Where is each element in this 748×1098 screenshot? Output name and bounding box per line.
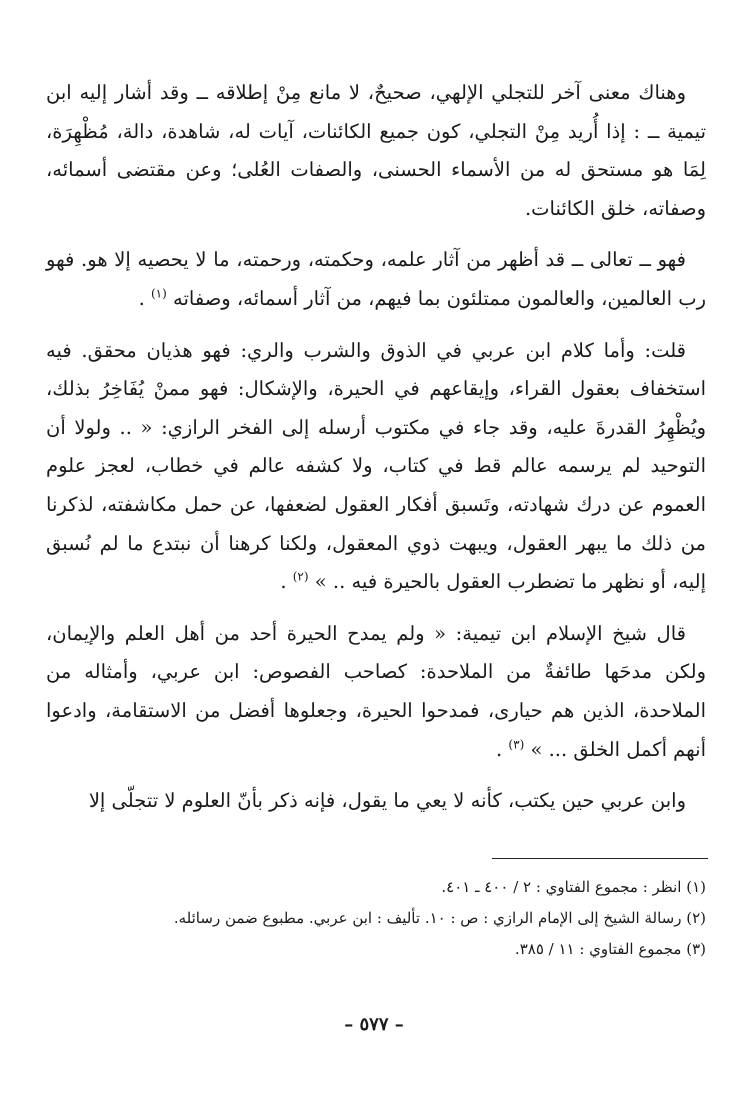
footnotes: [46, 872, 706, 965]
footnote-ref-3: (٣): [508, 737, 525, 751]
paragraph-5: [46, 782, 706, 821]
paragraph-1-text: وهناك معنى آخر للتجلي الإلهي، صحيحٌ، لا مانع مِنْ إطلاقه ــ وقد أشار إليه ابن تيمية ــ : إذا أُريد مِنْ التجلي، كون جميع الكائنات، آيات له، شاهدة، دالة، مُظْهِرَة، لِمَا هو مستحق له من الأسماء الحسنى، والصفات العُلى؛ وعن مقتضى أسمائه، وصفاته، خلق الكائنات.: [46, 81, 706, 220]
main-text: [46, 74, 706, 821]
paragraph-3-tail: .: [280, 570, 293, 594]
footnote-3: (٣) مجموع الفتاوي : ١١ / ٣٨٥.: [514, 940, 706, 958]
paragraph-3-text: قلت: وأما كلام ابن عربي في الذوق والشرب والري: فهو هذيان محقق. فيه استخفاف بعقول القراء، وإيقاعهم في الحيرة، والإشكال: فهو ممنْ يُفَاخِرُ بذلك، ويُظْهِرُ القدرةَ عليه، وقد جاء في مكتوب أرسله إلى الفخر الرازي: « .. ولولا أن التوحيد لم يرسمه عالم قط في كتاب، ولا كشفه عالم في خطاب، لعجز علوم العموم عن درك شهادته، وتَسبق أفكار العقول لضعفها، عن حمل مكاشفته، لذكرنا من ذلك ما يبهر العقول، ويبهت ذوي المعقول، ولكنا كرهنا أن نبتدع ما لم نُسبق إليه، أو نظهر ما تضطرب العقول بالحيرة فيه .. »: [46, 338, 706, 594]
paragraph-4-tail: .: [496, 737, 509, 761]
paragraph-2-text: فهو ــ تعالى ــ قد أظهر من آثار علمه، وحكمته، ورحمته، ما لا يحصيه إلا هو. فهو رب العالمين، والعالمون ممتلئون بما فيهم، من آثار أسمائه، وصفاته: [46, 248, 706, 310]
footnote-ref-1: (١): [150, 286, 167, 301]
page-number: – ٥٧٧ –: [344, 1014, 404, 1035]
footnote-ref-2: (٢): [292, 569, 309, 584]
paragraph-1: [46, 74, 706, 228]
paragraph-2: [46, 241, 706, 318]
footnote-separator: [492, 858, 708, 859]
paragraph-3: [46, 332, 706, 602]
paragraph-2-tail: .: [138, 286, 151, 310]
paragraph-4-text: قال شيخ الإسلام ابن تيمية: « ولم يمدح الحيرة أحد من أهل العلم والإيمان، ولكن مدحَها طائفةٌ من الملاحدة: كصاحب الفصوص: ابن عربي، وأمثاله من الملاحدة، الذين هم حيارى، فمدحوا الحيرة، وجعلوها أفضل من الاستقامة، وادعوا أنهم أكمل الخلق ... »: [46, 621, 706, 761]
footnote-1: (١) انظر : مجموع الفتاوي : ٢ / ٤٠٠ ـ ٤٠١.: [441, 878, 706, 896]
paragraph-5-text: وابن عربي حين يكتب، كأنه لا يعي ما يقول، فإنه ذكر بأنّ العلوم لا تتجلّى إلا: [88, 789, 686, 813]
footnote-2: (٢) رسالة الشيخ إلى الإمام الرازي : ص : ١٠. تأليف : ابن عربي. مطبوع ضمن رسائله.: [173, 909, 706, 927]
paragraph-4: [46, 615, 706, 769]
